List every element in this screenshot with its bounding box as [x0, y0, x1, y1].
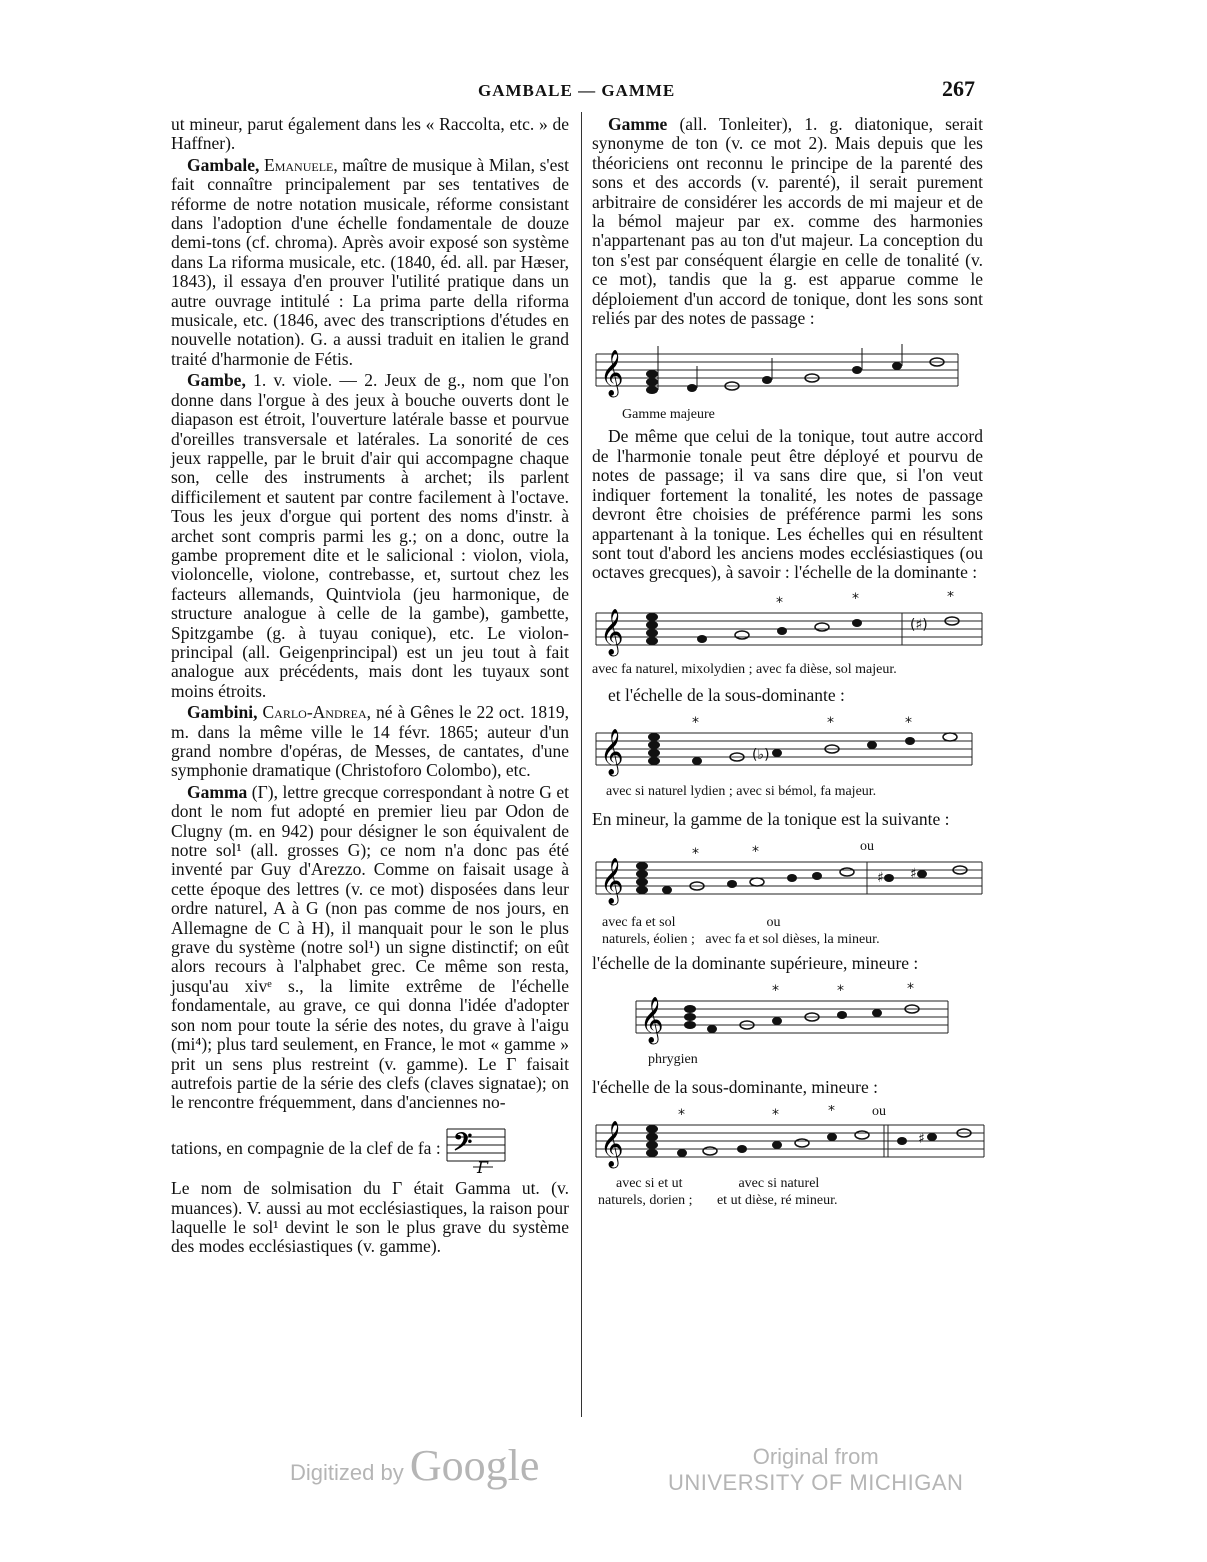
entry-headword: Gamme	[608, 114, 668, 134]
column-divider	[581, 112, 582, 1417]
entry-text: né à Gênes le 22 oct. 1819, m. dans la même ville le 14 févr. 1865; auteur d'un grand nombre d'opéras, de Messes, de cantates, d'une symphonie dramatique (Christoforo Colombo), etc.	[171, 702, 570, 781]
svg-text:𝄞: 𝄞	[600, 608, 624, 655]
entry-gamma-solmisation: Le nom de solmisation du Γ était Gamma ut. (v. muances). V. aussi au mot ecclésiastiques, la raison pour laquelle le sol¹ devint le son le plus grave du système des modes ecclésiastiques (v. gamme).	[171, 1178, 569, 1257]
caption-mineur-line1: avec fa et sol ou	[602, 914, 781, 930]
f-clef-gamma-figure	[445, 1123, 507, 1177]
svg-text:𝄞: 𝄞	[600, 1121, 624, 1168]
music-staff	[592, 1105, 987, 1175]
entry-continuation: ut mineur, parut également dans les « Raccolta, etc. » de Haffner).	[171, 114, 569, 154]
music-staff	[592, 336, 962, 406]
running-header: GAMBALE — GAMME	[478, 81, 676, 100]
entry-headword: Gambale,	[187, 154, 260, 175]
watermark-digitized-text: Digitized by	[290, 1460, 404, 1485]
entry-person-name: Emanuele,	[264, 154, 338, 175]
svg-text:♯: ♯	[877, 869, 884, 886]
svg-text:*: *	[905, 715, 912, 732]
svg-text:*: *	[692, 845, 699, 862]
paragraph-mineur: En mineur, la gamme de la tonique est la suivante :	[592, 809, 950, 830]
paragraph-sous-dominante: et l'échelle de la sous-dominante :	[608, 684, 845, 705]
variant-marker-ou: ou	[872, 1105, 886, 1120]
caption-mineur-line2: naturels, éolien ; avec fa et sol dièses, la mineur.	[602, 931, 880, 947]
entry-text: tations, en compagnie de la clef de fa :	[171, 1137, 441, 1158]
svg-text:𝄞: 𝄞	[640, 996, 664, 1043]
entry-gambini	[171, 703, 569, 781]
svg-text:(♯): (♯)	[910, 616, 928, 633]
entry-headword: Gamma	[187, 781, 248, 802]
svg-text:♯: ♯	[918, 1131, 925, 1148]
caption-dorien-line2: naturels, dorien ; et ut dièse, ré mineur.	[598, 1193, 838, 1209]
entry-text: (all. Tonleiter), 1. g. diatonique, serait synonyme de ton (v. ce mot 2). Mais depuis que les théoriciens ont reconnu le principe de la parenté des sons et des accords (v. parenté), il serait purement arbitraire de considérer les accords de mi majeur et de la bémol majeur par ex. comme des harmonies n'appartenant pas au ton d'ut majeur. La conception du ton s'est par conséquent élargie en celle de tonalité (v. ce mot), tandis que la g. est apparue comme le déploiement d'un accord de tonique, dont les sons sont reliés par des notes de passage :	[592, 114, 984, 329]
caption-phrygien: phrygien	[648, 1051, 698, 1067]
svg-text:*: *	[837, 982, 844, 999]
music-example-dominante	[592, 591, 983, 678]
entry-person-name: Carlo-Andrea,	[262, 702, 371, 723]
university-watermark	[668, 1444, 963, 1496]
watermark-original-from: Original from	[752, 1444, 879, 1469]
svg-text:*: *	[852, 590, 859, 607]
paragraph-dominante: De même que celui de la tonique, tout autre accord de l'harmonie tonale peut être déployé et pourvu de notes de passage; il va sans dire que, si l'on veut indiquer fortement la tonalité, les notes de passage devront être choisies de préférence parmi les sons appartenant à la tonique. Les échelles qui en résultent sont tout d'abord les anciens modes ecclésiastiques (ou octaves grecques), à savoir : l'échelle de la dominante :	[592, 426, 983, 583]
svg-text:*: *	[772, 982, 779, 999]
caption-dorien-line1: avec si et ut avec si naturel	[616, 1176, 820, 1192]
entry-gamma	[171, 783, 569, 1113]
right-column	[592, 115, 983, 1213]
music-example-phrygien	[592, 981, 983, 1068]
svg-text:*: *	[678, 1107, 685, 1124]
svg-text:*: *	[776, 594, 783, 611]
music-staff	[592, 591, 987, 661]
entry-headword: Gambe,	[187, 370, 246, 391]
caption-dominante: avec fa naturel, mixolydien ; avec fa dièse, sol majeur.	[592, 661, 897, 677]
music-staff	[592, 713, 977, 783]
svg-text:(♭): (♭)	[752, 747, 770, 764]
music-staff	[592, 838, 987, 914]
page-number: 267	[942, 76, 975, 101]
entry-text: 1. v. viole. — 2. Jeux de g., nom que l'on donne dans l'orgue à des jeux à bouche ouverts dont le diapason est étroit, l'ouverture latérale basse et pourvue d'oreilles transversale et latérales. La sonorité de ces jeux rappelle, par le bruit d'air qui accompagne chaque son, celle des instruments à archet; ils parlent difficilement et sautent par contre facilement à l'octave. Tous les jeux d'orgue qui portent des noms d'instr. à archet sont compris parmi les g.; on a donc, outre la gambe proprement dite et le salicional : violon, viola, violoncelle, violone, contrebasse, et, surtout chez les facteurs allemands, Quintviola (jeu harmonique, de structure analogue à celle de la gambe), gambette, Spitzgambe (g. à tuyau conique), etc. Le violon-principal (all. Geigenprincipal) est un jeu tout à fait analogue aux précédents, mais dont les tuyaux sont moins étroits.	[171, 370, 569, 701]
left-column	[171, 115, 569, 1259]
google-watermark	[290, 1440, 539, 1491]
svg-text:*: *	[828, 1105, 835, 1120]
music-staff	[632, 981, 952, 1051]
entry-text: (Γ), lettre grecque correspondant à notre G et dont le nom fut adopté en premier lieu par Odon de Clugny (m. en 942) pour désigner le son équivalent de notre sol¹ (all. grosses G); ce nom n'a donc pas été inventé par Guy d'Arezzo. Comme on faisait usage à cette époque des lettres (v. ce mot) disposées dans leur ordre naturel, A à G (non pas comme de nos jours, en Allemagne de C à H), il manquait pour le son le plus grave du système (notre sol¹) un signe distinctif; on eût alors recours à l'alphabet grec. Ce même son resta, jusqu'au xivᵉ s., la limite extrême de l'échelle fondamentale, au grave, ce qui donna l'idée d'adopter son nom pour toute la série des notes, du grave à l'aigu (mi⁴); plus tard seulement, en France, le mot « gamme » prit un sens plus restreint (v. gamme). Le Γ faisait autrefois partie de la série des clefs (claves signatae); on le rencontre fréquemment, dans d'anciennes no-	[171, 781, 569, 1113]
caption-gamme-majeure: Gamme majeure	[622, 407, 715, 423]
entry-gambe	[171, 371, 569, 701]
svg-text:*: *	[907, 980, 914, 997]
svg-text:𝄞: 𝄞	[600, 729, 624, 776]
music-example-dorien	[592, 1105, 983, 1209]
svg-text:*: *	[827, 715, 834, 732]
watermark-google-logo: Google	[409, 1441, 540, 1490]
caption-sous-dominante: avec si naturel lydien ; avec si bémol, fa majeur.	[606, 784, 877, 800]
entry-text: maître de musique à Milan, s'est fait connaître principalement par ses tentatives de réforme de notre notation musicale, réforme consistant dans l'adoption d'une échelle fondamentale de douze demi-tons (cf. chroma). Après avoir exposé son système dans La riforma musicale, etc. (1840, éd. all. par Hæser, 1843), il essaya d'en prouver l'utilité pratique dans un autre ouvrage intitulé : La prima parte della riforma musicale, etc. (1846, avec des transcriptions d'études en nouvelle notation). G. a aussi traduit en italien le grand traité d'harmonie de Fétis.	[171, 154, 570, 369]
svg-text:*: *	[692, 715, 699, 732]
svg-text:𝄢: 𝄢	[453, 1127, 473, 1163]
svg-text:♯: ♯	[910, 865, 917, 882]
paragraph-dominante-superieure: l'échelle de la dominante supérieure, mineure :	[592, 952, 919, 973]
entry-gamma-end	[171, 1123, 569, 1177]
paragraph-sous-dominante-mineure: l'échelle de la sous-dominante, mineure :	[592, 1076, 878, 1097]
music-example-gamme-majeure	[592, 336, 983, 423]
svg-text:𝄞: 𝄞	[600, 350, 624, 397]
svg-text:*: *	[752, 843, 759, 860]
svg-text:*: *	[947, 590, 954, 605]
entry-headword: Gambini,	[187, 702, 258, 723]
music-example-sous-dominante	[592, 713, 983, 800]
svg-text:*: *	[772, 1107, 779, 1124]
entry-gamme	[592, 115, 983, 328]
variant-marker-ou: ou	[860, 838, 874, 854]
entry-gambale	[171, 156, 569, 369]
svg-text:𝄞: 𝄞	[600, 857, 624, 904]
svg-text:Γ: Γ	[477, 1157, 489, 1173]
music-example-mineur	[592, 838, 983, 948]
watermark-university: UNIVERSITY OF MICHIGAN	[668, 1470, 964, 1495]
